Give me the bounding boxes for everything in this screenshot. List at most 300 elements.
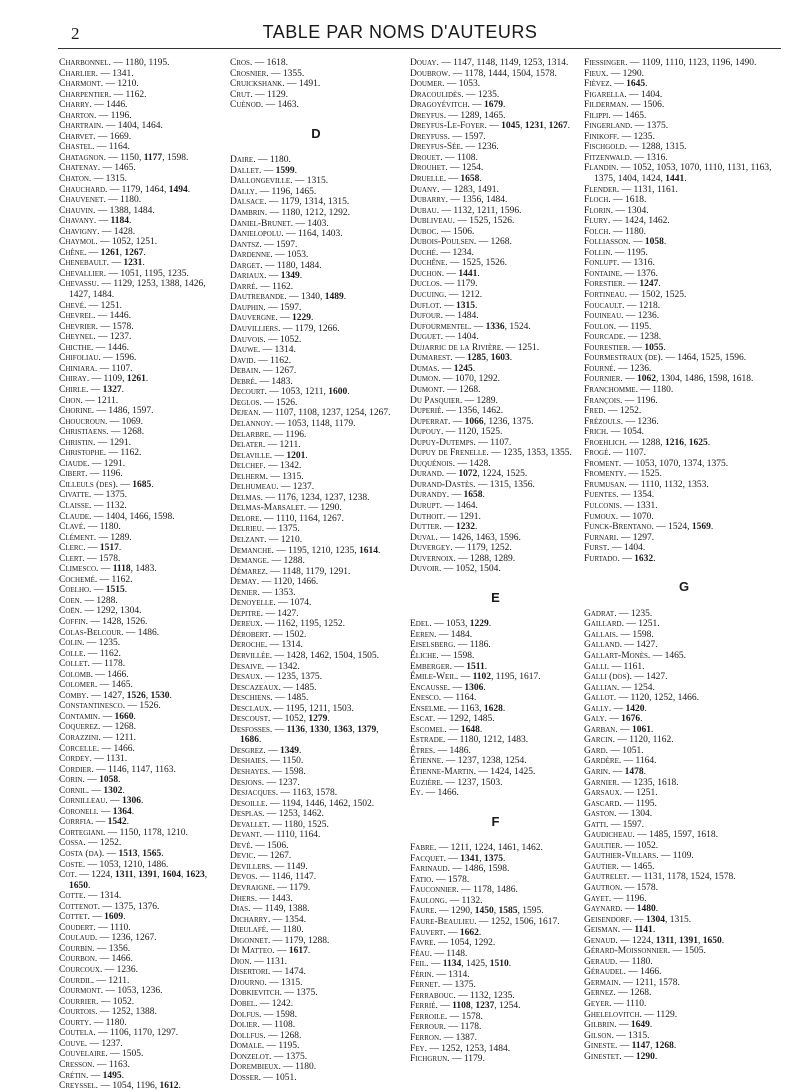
page-references: — 1291. xyxy=(91,458,126,469)
index-entry xyxy=(230,936,402,947)
page-references: — 1196. xyxy=(98,110,132,121)
page-references: — 1375. xyxy=(284,988,318,999)
page-references: — 1252. xyxy=(608,406,642,417)
index-entry xyxy=(59,111,219,122)
author-name: Crétin. xyxy=(59,1070,91,1081)
page-references: — 1066, 1236, 1375. xyxy=(452,416,534,427)
index-entry xyxy=(230,240,402,251)
page-references: — 1354. xyxy=(620,490,655,501)
index-entry xyxy=(584,1010,784,1021)
page-references: — 1180, 1484. xyxy=(264,260,322,271)
index-entry xyxy=(230,820,402,831)
index-entry xyxy=(230,883,402,894)
author-name: Frich. xyxy=(584,427,611,438)
author-name: Corin. xyxy=(59,775,88,786)
index-entry xyxy=(410,522,581,533)
index-entry xyxy=(230,588,402,599)
author-name: Froment. xyxy=(584,458,624,469)
author-name: Delchef. xyxy=(230,461,269,472)
index-entry xyxy=(230,472,402,483)
author-name: Dereux. xyxy=(230,619,265,630)
page-references: — 1235. xyxy=(621,131,655,142)
index-entry xyxy=(410,980,581,991)
page-references: — 1237, 1238, 1254. xyxy=(445,756,527,767)
index-entry xyxy=(410,533,581,544)
page-references: — 1235. xyxy=(618,608,653,619)
page-references: — 1465. xyxy=(613,110,647,121)
author-name: Coste. xyxy=(59,859,88,870)
author-name: Cordey. xyxy=(59,754,95,765)
index-entry xyxy=(584,936,784,947)
author-name: Duvoir. xyxy=(410,564,444,575)
index-entry xyxy=(410,1001,581,1012)
index-entry xyxy=(410,640,581,651)
author-name: Duvernoix. xyxy=(410,553,459,564)
page-references: — 1288. xyxy=(84,595,118,606)
page-references: — 1428, 1462, 1504, 1505. xyxy=(274,650,379,661)
page-references: — 1491. xyxy=(286,79,321,90)
index-entry xyxy=(584,999,784,1010)
author-name: Chatagnon. xyxy=(59,152,109,163)
page-references: — 1236. xyxy=(618,363,652,374)
index-entry xyxy=(584,79,784,90)
index-entry xyxy=(410,185,581,196)
page-references: — 1283, 1491. xyxy=(441,184,499,195)
page-references: — 1163. xyxy=(96,1059,130,1070)
page-references: — 1054, 1196, 1612. xyxy=(100,1081,181,1092)
author-name: Fièvez. xyxy=(584,79,615,90)
index-entry xyxy=(410,142,581,153)
author-name: Deschiens. xyxy=(230,693,276,704)
author-name: Emberger. xyxy=(410,661,455,672)
page-references: — 1052. xyxy=(100,996,135,1007)
page-references: — 1427, 1526, 1530. xyxy=(91,690,172,701)
index-entry xyxy=(59,628,219,639)
author-name: Dauphin. xyxy=(230,302,269,313)
page-references: — 1404. xyxy=(445,332,479,343)
index-entry xyxy=(410,427,581,438)
page-references: — 1110, 1164, 1267. xyxy=(264,513,344,524)
index-entry xyxy=(410,480,581,491)
author-name: Devic. xyxy=(230,851,258,862)
page-references: — 1211. xyxy=(103,733,137,743)
page-references: — 1196. xyxy=(624,395,658,406)
author-name: Devant. xyxy=(230,830,265,841)
page-references: — 1161. xyxy=(611,661,645,672)
index-entry xyxy=(230,461,402,472)
author-name: Fourmestraux (de). xyxy=(584,353,666,364)
page-references: — 1387. xyxy=(443,1033,478,1044)
author-name: Férin. xyxy=(410,969,437,980)
page-references: — 1180. xyxy=(270,925,304,936)
author-name: Du Pasquier. xyxy=(410,395,465,406)
author-name: Durupt. xyxy=(410,500,445,511)
index-entry xyxy=(59,322,219,333)
page-references: — 1597. xyxy=(268,302,302,313)
author-name: Fourestier. xyxy=(584,342,633,353)
author-name: Dambrin. xyxy=(230,208,270,219)
author-name: Gaultier. xyxy=(584,840,625,851)
page-references: — 1465. xyxy=(102,163,136,174)
page-references: — 1186. xyxy=(457,640,491,651)
page-references: — 1238. xyxy=(627,332,662,343)
author-name: Colle. xyxy=(59,648,88,659)
index-entry xyxy=(59,638,219,649)
author-name: Fitzenwald. xyxy=(584,152,635,163)
index-entry xyxy=(584,978,784,989)
page-references: — 1195. xyxy=(618,321,652,332)
author-name: Cot. xyxy=(59,870,80,881)
index-entry xyxy=(59,512,219,523)
index-entry xyxy=(230,841,402,852)
index-entry xyxy=(230,1052,402,1063)
page-references: — 1129. xyxy=(255,89,288,100)
page-references: — 1180. xyxy=(257,155,291,166)
index-entry xyxy=(410,1044,581,1055)
author-name: Chauvenet. xyxy=(59,195,109,206)
page-references: — 1110. xyxy=(613,999,647,1010)
index-entry xyxy=(59,1049,219,1060)
index-entry xyxy=(59,838,219,849)
index-entry xyxy=(584,438,784,449)
author-name: Ferrour. xyxy=(410,1022,449,1033)
index-entry xyxy=(230,904,402,915)
author-name: Couvelaire. xyxy=(59,1049,111,1060)
author-name: Fauconnier. xyxy=(410,885,462,896)
author-name: Dion. xyxy=(230,956,255,967)
index-entry xyxy=(410,906,581,917)
page-references: — 1315, 1356. xyxy=(477,479,535,490)
index-entry xyxy=(584,417,784,428)
page-references: — 1315. xyxy=(616,1030,650,1041)
author-name: David. xyxy=(230,355,259,366)
page-number: 2 xyxy=(71,24,80,43)
author-name: Contamin. xyxy=(59,711,103,722)
page-references: — 1526. xyxy=(264,397,298,408)
author-name: Corcelle. xyxy=(59,743,102,754)
page-references: — 1054. xyxy=(610,427,645,438)
author-name: Franchomme. xyxy=(584,384,641,395)
index-entry xyxy=(230,651,402,662)
author-name: Crut. xyxy=(230,89,256,100)
index-entry xyxy=(584,714,784,725)
author-name: Frézouls. xyxy=(584,416,626,427)
index-entry xyxy=(230,967,402,978)
author-name: Desoille. xyxy=(230,798,270,809)
index-entry xyxy=(584,788,784,799)
index-entry xyxy=(410,269,581,280)
index-entry xyxy=(584,554,784,565)
index-entry xyxy=(59,343,219,354)
author-name: Gally. xyxy=(584,703,614,714)
author-name: Druelle. xyxy=(410,174,449,185)
page-references: — 1164. xyxy=(623,756,657,767)
author-name: Gallais. xyxy=(584,629,621,640)
index-entry xyxy=(584,459,784,470)
index-entry xyxy=(59,691,219,702)
page-references: — 1290, 1450, 1585, 1595. xyxy=(439,906,544,917)
page-references: — 1524, 1569. xyxy=(656,522,714,533)
page-references: — 1618. xyxy=(613,195,647,206)
author-name: Flandin. xyxy=(584,163,621,174)
page-references: — 1506. xyxy=(255,840,289,851)
author-name: Garcin. xyxy=(584,735,618,746)
index-entry xyxy=(410,248,581,259)
author-name: Chevrier. xyxy=(59,321,101,332)
author-name: Gineste. xyxy=(584,1041,620,1052)
index-entry xyxy=(230,292,402,303)
index-entry xyxy=(584,501,784,512)
index-entry xyxy=(584,195,784,206)
page-references: — 1485. xyxy=(283,682,317,693)
author-name: Clavé. xyxy=(59,522,88,533)
author-name: Dragoyévitch. xyxy=(410,100,473,111)
page-references: — 1136, 1330, 1363, 1379, 1686. xyxy=(240,724,379,746)
index-entry xyxy=(584,619,784,630)
index-entry xyxy=(584,311,784,322)
page-references: — 1315. xyxy=(270,471,304,482)
author-name: Fourné. xyxy=(584,363,619,374)
author-name: Douay. xyxy=(410,58,442,68)
index-entry xyxy=(59,997,219,1008)
index-entry xyxy=(59,153,219,164)
page-references: — 1195, 1211, 1503. xyxy=(273,703,354,714)
page-references: — 1102, 1195, 1617. xyxy=(460,672,541,683)
page-title: TABLE PAR NOMS D'AUTEURS xyxy=(262,22,538,42)
index-entry xyxy=(59,248,219,259)
index-entry xyxy=(59,775,219,786)
page-references: — 1245. xyxy=(441,363,476,374)
index-entry xyxy=(410,311,581,322)
page-references: — 1237. xyxy=(89,1038,123,1049)
index-entry xyxy=(584,364,784,375)
page-references: — 1180. xyxy=(283,1062,317,1073)
author-name: Fieux. xyxy=(584,68,611,79)
page-references: — 1108. xyxy=(262,1020,296,1031)
index-entry xyxy=(59,469,219,480)
index-entry xyxy=(59,206,219,217)
page-references: — 1268. xyxy=(110,427,145,438)
index-entry xyxy=(410,1012,581,1023)
author-name: Chastel. xyxy=(59,142,97,153)
author-name: Courbin. xyxy=(59,943,97,954)
author-name: Corazzini. xyxy=(59,733,104,743)
author-name: Devallet. xyxy=(230,819,273,830)
index-entry xyxy=(230,514,402,525)
page-references: — 1053, 1148, 1179. xyxy=(275,418,356,429)
page-references: — 1349. xyxy=(268,271,303,282)
author-name: Charton. xyxy=(59,110,99,121)
author-name: Escat. xyxy=(410,714,438,725)
index-entry xyxy=(59,374,219,385)
index-entry xyxy=(59,596,219,607)
page-references: — 1252, 1253, 1484. xyxy=(429,1043,511,1054)
author-name: Devos. xyxy=(230,872,260,883)
author-name: Flury. xyxy=(584,216,613,227)
author-name: Coroneli. xyxy=(59,806,101,817)
index-entry xyxy=(410,683,581,694)
index-entry xyxy=(410,121,581,132)
page-references: — 1069. xyxy=(109,416,144,427)
author-name: Fulconis. xyxy=(584,500,625,511)
page-references: — 1053, 1211, 1600. xyxy=(269,387,350,398)
index-entry xyxy=(584,630,784,641)
index-entry xyxy=(410,630,581,641)
index-column-4 xyxy=(584,58,784,1062)
page-references: — 1289. xyxy=(464,395,498,406)
page-references: — 1178, 1444, 1504, 1578. xyxy=(452,68,557,79)
page-references: — 1403. xyxy=(295,218,329,229)
page-references: — 1148, 1179, 1291. xyxy=(270,566,351,577)
page-references: — 1211. xyxy=(96,975,130,986)
index-entry xyxy=(230,999,402,1010)
page-references: — 1466. xyxy=(95,669,129,680)
page-references: — 1162. xyxy=(108,448,142,459)
author-name: Duperrat. xyxy=(410,416,453,427)
index-entry xyxy=(584,480,784,491)
index-entry xyxy=(59,554,219,565)
index-entry xyxy=(410,227,581,238)
page-references: — 1290. xyxy=(624,1051,658,1062)
index-entry xyxy=(230,683,402,694)
author-name: Climesco. xyxy=(59,564,101,575)
page-references: — 1288, 1315. xyxy=(629,142,687,153)
index-entry xyxy=(584,778,784,789)
page-references: — 1178. xyxy=(92,659,126,670)
author-name: Étres. xyxy=(410,745,438,756)
page-references: — 1375, 1376. xyxy=(102,901,160,912)
author-name: Corrfia. xyxy=(59,817,96,828)
index-entry xyxy=(59,364,219,375)
page-references: — 1236. xyxy=(625,416,659,427)
index-entry xyxy=(410,100,581,111)
page-references: — 1201. xyxy=(274,450,308,461)
index-entry xyxy=(584,58,784,69)
index-entry xyxy=(410,163,581,174)
index-entry xyxy=(59,522,219,533)
author-name: Dreyfus-Le-Foyer. xyxy=(410,121,490,132)
author-name: Demange. xyxy=(230,556,272,567)
index-entry xyxy=(230,408,402,419)
index-entry xyxy=(584,957,784,968)
page-references: — 1446. xyxy=(94,100,128,111)
author-name: Dubliveau. xyxy=(410,216,458,227)
author-name: Durand-Dastès. xyxy=(410,479,478,490)
index-entry xyxy=(230,430,402,441)
author-name: Durandy. xyxy=(410,490,452,501)
page-references: — 1331. xyxy=(624,500,658,511)
index-entry xyxy=(59,786,219,797)
page-references: — 1051, 1195, 1235. xyxy=(108,268,189,279)
index-entry xyxy=(410,448,581,459)
page-references: — 1446. xyxy=(97,311,131,322)
author-name: Dhers. xyxy=(230,893,260,904)
page-references: — 1237. xyxy=(280,482,315,493)
author-name: Dufour. xyxy=(410,311,446,322)
index-entry xyxy=(584,767,784,778)
page-references: — 1058. xyxy=(87,775,121,786)
author-name: Garin. xyxy=(584,767,613,777)
author-name: Descazeaux. xyxy=(230,682,284,693)
author-name: Fonlupt. xyxy=(584,258,622,269)
index-entry xyxy=(230,756,402,767)
author-name: Chenebault. xyxy=(59,258,112,269)
index-entry xyxy=(410,854,581,865)
author-name: Dreyfus-Sée. xyxy=(410,142,466,153)
page-references: — 1478. xyxy=(612,767,646,777)
author-name: Dreyfus. xyxy=(410,110,449,121)
author-name: Cotte. xyxy=(59,891,88,902)
page-references: — 1147, 1268. xyxy=(619,1041,677,1052)
page-references: — 1231. xyxy=(111,258,145,269)
index-entry xyxy=(59,796,219,807)
index-entry xyxy=(230,229,402,240)
author-name: Gautier. xyxy=(584,861,622,872)
page-references: — 1356. xyxy=(96,943,131,954)
author-name: Durand. xyxy=(410,469,447,480)
page-references: — 1474. xyxy=(272,967,306,978)
index-entry xyxy=(584,894,784,905)
index-entry xyxy=(584,746,784,757)
index-entry xyxy=(230,925,402,936)
author-name: Galli (dos). xyxy=(584,672,635,683)
index-entry xyxy=(584,301,784,312)
index-entry xyxy=(230,851,402,862)
author-name: Chiray. xyxy=(59,374,92,385)
index-entry xyxy=(410,459,581,470)
page-references: — 1224, 1311, 1391, 1650. xyxy=(620,935,725,946)
author-name: Christiaens. xyxy=(59,427,111,438)
index-entry xyxy=(230,746,402,757)
page-references: — 1052, 1504. xyxy=(443,564,501,575)
author-name: Gallian. xyxy=(584,682,622,693)
author-name: Denoyelle. xyxy=(230,598,279,609)
index-entry xyxy=(59,659,219,670)
page-references: — 1162, 1195, 1252. xyxy=(264,619,345,630)
author-name: Comby. xyxy=(59,690,92,701)
page-references: — 1074. xyxy=(278,598,312,609)
page-references: — 1404, 1464. xyxy=(105,121,163,132)
author-name: Fred. xyxy=(584,406,609,417)
page-references: — 1106, 1170, 1297. xyxy=(98,1028,179,1039)
page-references: — 1070, 1292. xyxy=(443,374,501,385)
page-references: — 1404. xyxy=(629,89,663,100)
index-entry xyxy=(230,493,402,504)
author-name: Courrier. xyxy=(59,996,101,1007)
page-references: — 1483. xyxy=(259,376,293,387)
author-name: Gaillard. xyxy=(584,619,627,630)
index-entry xyxy=(584,799,784,810)
page-references: — 1147, 1148, 1149, 1253, 1314. xyxy=(441,58,569,68)
author-name: Dobel. xyxy=(230,999,260,1010)
index-entry xyxy=(59,79,219,90)
index-entry xyxy=(584,651,784,662)
page-references: — 1649. xyxy=(618,1020,653,1031)
page-references: — 1164, 1403. xyxy=(285,229,343,240)
index-entry xyxy=(410,619,581,630)
page-references: — 1502, 1525. xyxy=(629,290,687,301)
page-references: — 1051. xyxy=(263,1072,297,1083)
index-entry xyxy=(410,406,581,417)
header-rule xyxy=(58,48,781,49)
index-entry xyxy=(410,301,581,312)
author-name: Chaymol. xyxy=(59,237,101,248)
page-references: — 1129, 1253, 1388, 1426, 1427, 1484. xyxy=(69,279,206,301)
page-references: — 1072, 1224, 1525. xyxy=(446,469,528,480)
page-references: — 1211. xyxy=(85,395,119,406)
author-name: Dolier. xyxy=(230,1020,263,1031)
page-references: — 1315. xyxy=(269,977,303,988)
